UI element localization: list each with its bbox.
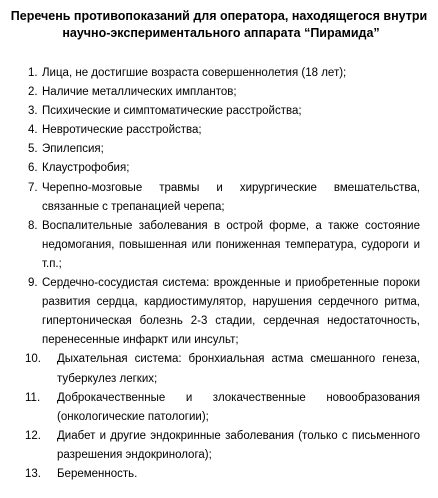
list-item xyxy=(0,83,438,102)
document-title xyxy=(0,8,438,42)
item-text: Лица, не достигшие возраста совершеннолетия (18 лет); xyxy=(42,67,347,79)
item-number: 5. xyxy=(28,143,38,156)
item-text: Эпилепсия; xyxy=(42,143,104,156)
item-text: Беременность. xyxy=(57,467,138,480)
item-text: Дыхательная система: бронхиальная астма смешанного генеза, туберкулез легких; xyxy=(57,353,420,385)
title-line-2: научно-экспериментального аппарата “Пирамида” xyxy=(62,26,380,40)
item-number: 7. xyxy=(28,181,38,194)
item-text: Сердечно-сосудистая система: врожденные и приобретенные пороки развития сердца, кардиостимулятор, нарушения сердечного ритма, гипертоническая болезнь 2-3 стадии, сердечная недостаточность, перенесенные инфаркт или инсульт; xyxy=(42,277,420,347)
list-item xyxy=(0,389,438,427)
list-item xyxy=(0,121,438,140)
item-number: 8. xyxy=(28,219,38,232)
item-number: 12. xyxy=(25,429,41,442)
list-item xyxy=(0,274,438,350)
item-text: Невротические расстройства; xyxy=(42,124,202,137)
list-item xyxy=(0,64,438,83)
contraindications-list xyxy=(0,64,438,484)
item-text: Черепно-мозговые травмы и хирургические вмешательства, связанные с трепанацией черепа; xyxy=(42,181,420,213)
list-item xyxy=(0,427,438,465)
item-text: Доброкачественные и злокачественные новообразования (онкологические патологии); xyxy=(57,391,420,423)
item-number: 1. xyxy=(28,67,38,79)
item-number: 10. xyxy=(25,353,41,366)
item-text: Клаустрофобия; xyxy=(42,162,130,175)
list-item xyxy=(0,465,438,484)
item-number: 9. xyxy=(28,277,38,290)
item-text: Наличие металлических имплантов; xyxy=(42,86,237,99)
item-text: Диабет и другие эндокринные заболевания (только с письменного разрешения эндокринолога); xyxy=(57,429,420,461)
title-line-1: Перечень противопоказаний для оператора, находящегося внутри xyxy=(10,9,428,23)
list-item xyxy=(0,102,438,121)
item-number: 6. xyxy=(28,162,38,175)
item-number: 11. xyxy=(25,391,41,404)
item-text: Психические и симптоматические расстройства; xyxy=(42,105,302,118)
item-text: Воспалительные заболевания в острой форме, а также состояние недомогания, повышенная или пониженная температура, судороги и т.п.; xyxy=(42,219,420,270)
list-item xyxy=(0,159,438,178)
list-item xyxy=(0,179,438,217)
list-item xyxy=(0,140,438,159)
list-item xyxy=(0,217,438,274)
item-number: 2. xyxy=(28,86,38,99)
item-number: 4. xyxy=(28,124,38,137)
item-number: 13. xyxy=(25,467,41,480)
item-number: 3. xyxy=(28,105,38,118)
list-item xyxy=(0,350,438,388)
